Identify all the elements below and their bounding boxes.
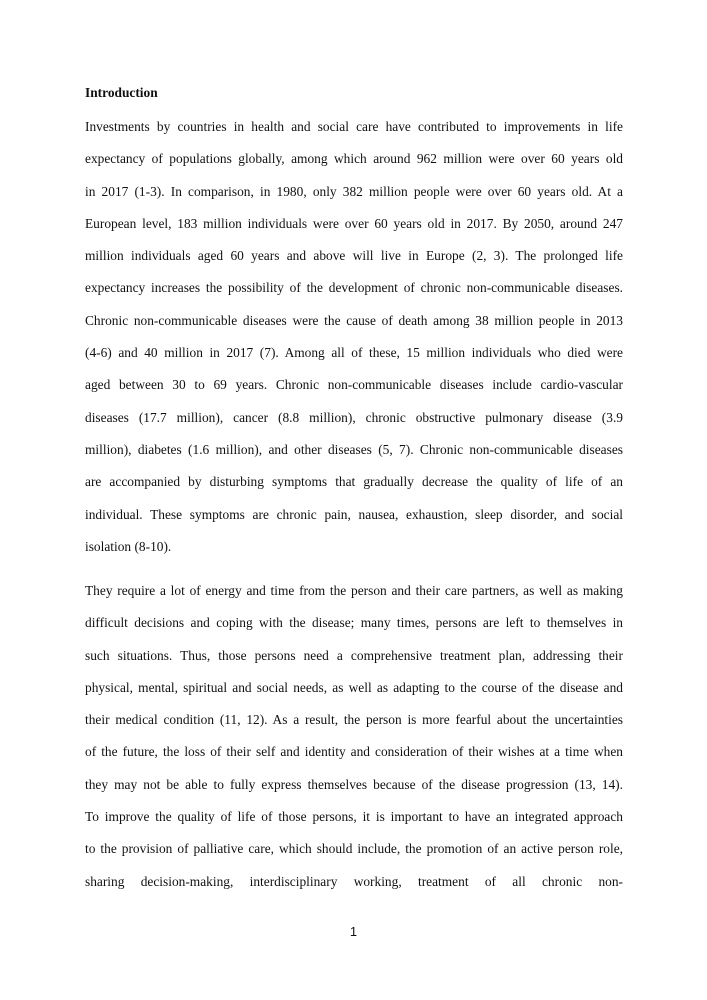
text-line: individual. These symptoms are chronic pain, nausea, exhaustion, sleep disorder, and social [85, 506, 623, 522]
text-line: diseases (17.7 million), cancer (8.8 million), chronic obstructive pulmonary disease (3.9 [85, 409, 623, 425]
text-line: in 2017 (1-3). In comparison, in 1980, only 382 million people were over 60 years old. At a [85, 183, 623, 199]
text-line: million individuals aged 60 years and above will live in Europe (2, 3). The prolonged life [85, 248, 623, 264]
text-line: (4-6) and 40 million in 2017 (7). Among all of these, 15 million individuals who died were [85, 345, 623, 361]
text-line: isolation (8-10). [85, 538, 172, 554]
text-line: difficult decisions and coping with the disease; many times, persons are left to themselves in [85, 615, 623, 631]
text-line: expectancy increases the possibility of the development of chronic non-communicable diseases. [85, 280, 623, 296]
page-number: 1 [349, 924, 358, 939]
text-line: sharing decision-making, interdisciplinary working, treatment of all chronic non- [85, 873, 623, 889]
section-heading: Introduction [85, 85, 158, 100]
text-line: million), diabetes (1.6 million), and other diseases (5, 7). Chronic non-communicable diseases [85, 441, 623, 457]
text-line: such situations. Thus, those persons need a comprehensive treatment plan, addressing their [85, 647, 623, 663]
text-line: their medical condition (11, 12). As a result, the person is more fearful about the uncertainties [85, 712, 623, 728]
text-line: they may not be able to fully express themselves because of the disease progression (13, 14). [85, 776, 623, 792]
text-line: are accompanied by disturbing symptoms that gradually decrease the quality of life of an [85, 474, 623, 490]
text-line: expectancy of populations globally, among which around 962 million were over 60 years old [85, 151, 623, 167]
text-line: They require a lot of energy and time from the person and their care partners, as well as making [85, 583, 623, 598]
text-line: Investments by countries in health and social care have contributed to improvements in life [85, 119, 623, 134]
text-line: European level, 183 million individuals were over 60 years old in 2017. By 2050, around 247 [85, 215, 623, 231]
paragraph-1 [85, 111, 623, 563]
paragraph-2 [85, 575, 623, 898]
text-line: physical, mental, spiritual and social needs, as well as adapting to the course of the disease and [85, 679, 623, 695]
text-line: Chronic non-communicable diseases were the cause of death among 38 million people in 2013 [85, 312, 623, 328]
text-line: aged between 30 to 69 years. Chronic non-communicable diseases include cardio-vascular [85, 377, 623, 393]
text-line: To improve the quality of life of those persons, it is important to have an integrated approach [85, 809, 623, 825]
text-line: of the future, the loss of their self and identity and consideration of their wishes at a time when [85, 744, 623, 760]
text-line: to the provision of palliative care, which should include, the promotion of an active person role, [85, 841, 623, 857]
